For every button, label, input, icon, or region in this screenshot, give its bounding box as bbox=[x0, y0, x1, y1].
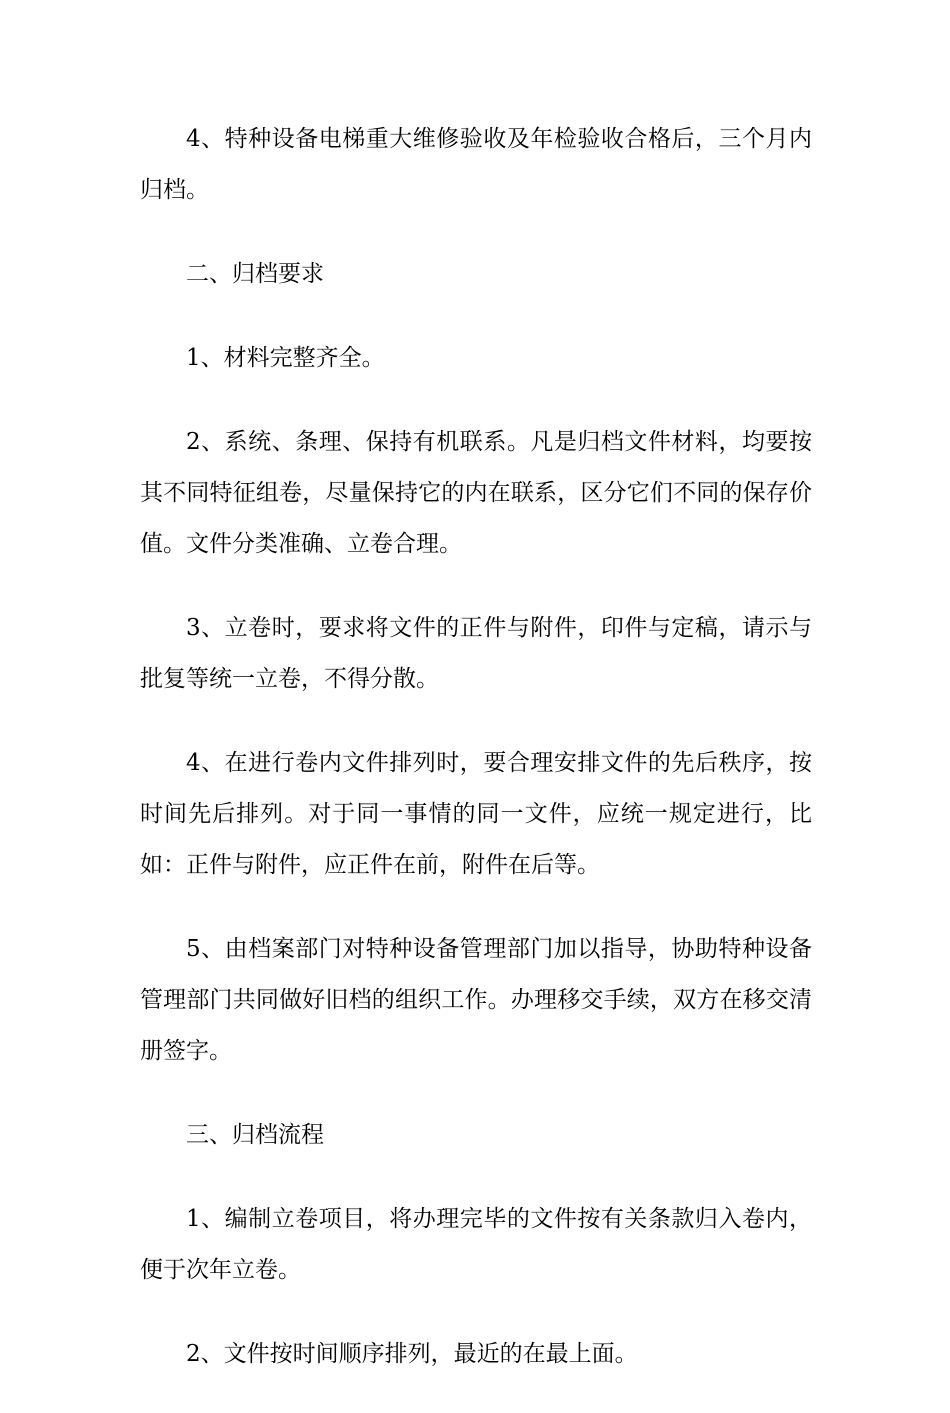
paragraph-requirement-2: 2、系统、条理、保持有机联系。凡是归档文件材料，均要按其不同特征组卷，尽量保持它的内在联系，区分它们不同的保存价值。文件分类准确、立卷合理。 bbox=[140, 429, 812, 557]
section-heading-archive-process: 三、归档流程 bbox=[186, 1122, 324, 1148]
paragraph-requirement-3: 3、立卷时，要求将文件的正件与附件，印件与定稿，请示与批复等统一立卷，不得分散。 bbox=[140, 615, 812, 692]
section-heading-archive-requirements: 二、归档要求 bbox=[186, 261, 324, 287]
paragraph-requirement-1: 1、材料完整齐全。 bbox=[186, 345, 385, 371]
paragraph-process-2: 2、文件按时间顺序排列，最近的在最上面。 bbox=[186, 1341, 638, 1367]
paragraph-process-1: 1、编制立卷项目，将办理完毕的文件按有关条款归入卷内，便于次年立卷。 bbox=[140, 1206, 812, 1283]
document-body bbox=[140, 114, 812, 1413]
paragraph-requirement-4: 4、在进行卷内文件排列时，要合理安排文件的先后秩序，按时间先后排列。对于同一事情的同一文件，应统一规定进行，比如：正件与附件，应正件在前，附件在后等。 bbox=[140, 750, 812, 878]
paragraph-item-4-archive-deadline: 4、特种设备电梯重大维修验收及年检验收合格后，三个月内归档。 bbox=[140, 126, 812, 203]
paragraph-requirement-5: 5、由档案部门对特种设备管理部门加以指导，协助特种设备管理部门共同做好旧档的组织工作。办理移交手续，双方在移交清册签字。 bbox=[140, 936, 812, 1064]
